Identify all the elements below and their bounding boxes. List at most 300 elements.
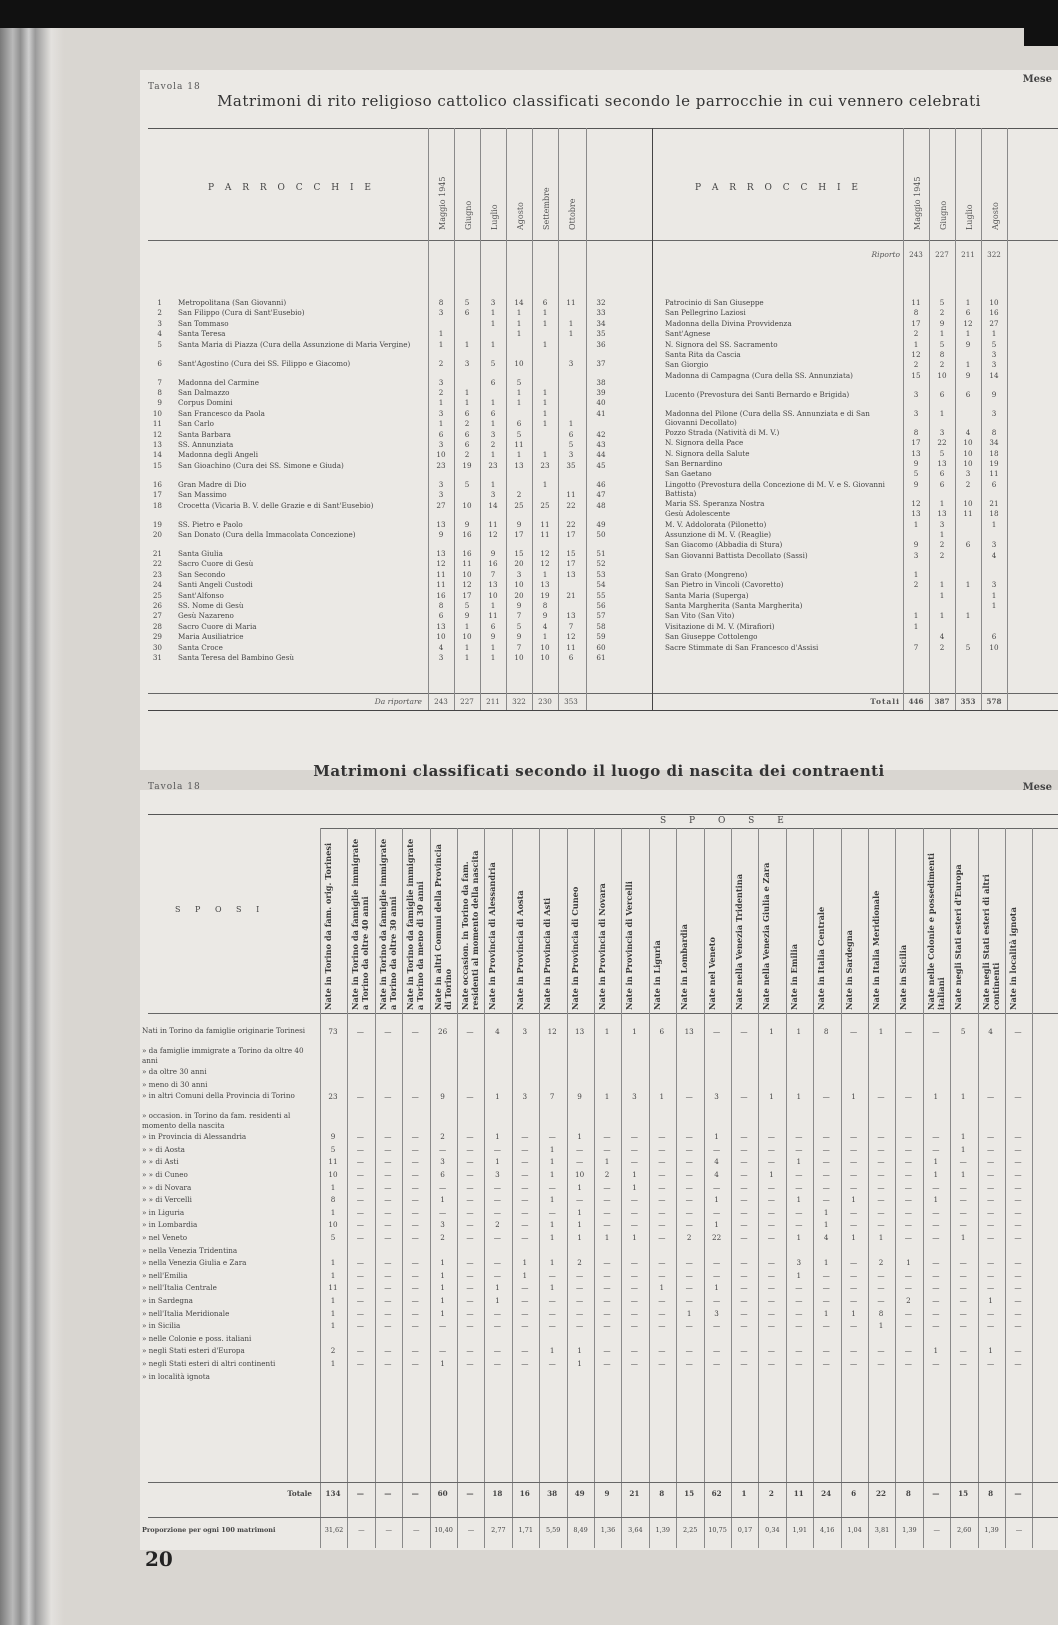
parrocchia-row — [140, 428, 1058, 438]
month-value: 3 — [516, 569, 522, 579]
row-label: » meno di 30 anni — [142, 1079, 208, 1089]
cell-value: 1 — [851, 1233, 856, 1242]
month-value: 5 — [991, 339, 997, 349]
month-value: 1 — [965, 611, 971, 621]
mese-label: Mese — [1022, 74, 1052, 85]
cell-value: — — [932, 1182, 940, 1192]
parrocchia-name: Santi Angeli Custodi — [178, 580, 253, 590]
parrocchia-row — [140, 653, 652, 663]
cell-value: 1 — [714, 1132, 719, 1142]
month-value: 9 — [490, 549, 496, 558]
cell-value: — — [384, 1346, 392, 1356]
cell-value: — — [603, 1132, 611, 1142]
parrocchia-name: San Vito (San Vito) — [665, 611, 735, 621]
cell-value: 1 — [988, 1296, 993, 1305]
cell-value: — — [603, 1346, 611, 1356]
cell-value: — — [767, 1157, 775, 1167]
parrocchia-name: Metropolitana (San Giovanni) — [178, 298, 287, 307]
month-value: 3 — [913, 550, 919, 560]
month-value: 1 — [913, 569, 919, 579]
cell-value: 1 — [960, 1170, 966, 1179]
cell-value: — — [740, 1308, 748, 1318]
month-value: 1 — [542, 419, 548, 429]
cell-value: 2 — [686, 1233, 692, 1242]
month-value: 1 — [464, 339, 470, 349]
cell-value: 1 — [330, 1258, 336, 1268]
row-number-right: 36 — [596, 339, 606, 349]
cell-value: 11 — [328, 1157, 338, 1167]
cell-value: 1 — [851, 1195, 856, 1205]
cell-value: — — [358, 1526, 365, 1534]
cell-value: — — [713, 1144, 721, 1154]
month-value: 3 — [490, 490, 496, 500]
cell-value: — — [384, 1144, 392, 1154]
cell-value: 1 — [522, 1258, 528, 1268]
cell-value: — — [959, 1207, 967, 1217]
cell-value: — — [685, 1207, 693, 1217]
cell-value: — — [740, 1296, 748, 1305]
cell-value: — — [1014, 1296, 1022, 1305]
month-value: 11 — [540, 530, 550, 539]
month-value: 1 — [542, 479, 548, 489]
cell-value: — — [385, 1526, 393, 1534]
month-value: 9 — [490, 632, 496, 642]
cell-value: — — [384, 1283, 392, 1293]
cell-value: — — [521, 1220, 529, 1230]
cell-value: 2 — [604, 1170, 610, 1179]
cell-value: — — [877, 1270, 885, 1280]
parrocchia-row — [140, 530, 1058, 540]
cell-value: — — [576, 1321, 584, 1331]
cell-value: — — [850, 1258, 858, 1268]
month-value: 22 — [937, 438, 947, 448]
month-value: 1 — [490, 419, 496, 429]
row-number: 23 — [152, 569, 162, 579]
cell-value: — — [630, 1157, 638, 1167]
cell-value: 0,17 — [737, 1526, 753, 1534]
cell-value: 1 — [960, 1144, 966, 1154]
month-value: 5 — [490, 358, 496, 368]
sposi-row — [140, 1182, 1058, 1193]
month-value: 1 — [516, 398, 522, 408]
month-value: 13 — [514, 460, 524, 470]
cell-value: — — [850, 1170, 858, 1179]
column-header: Nate occasion. in Torino da fam. residenti al momento della nascita — [460, 850, 480, 1010]
parrocchia-name: Madonna del Carmine — [178, 377, 260, 387]
month-value: 12 — [540, 559, 550, 569]
sposi-row — [140, 1245, 1058, 1256]
cell-value: — — [685, 1182, 693, 1192]
column-header: Nate in Torino da famiglie immigrate a Torino da oltre 40 anni — [350, 838, 371, 1010]
cell-value: — — [1014, 1346, 1022, 1356]
row-number-right: 56 — [596, 601, 606, 610]
cell-value: — — [411, 1489, 419, 1498]
row-label: » nell'Italia Meridionale — [142, 1308, 230, 1318]
cell-value: — — [850, 1132, 858, 1142]
cell-value: — — [877, 1220, 885, 1230]
cell-value: — — [603, 1182, 611, 1192]
month-value: 3 — [991, 408, 997, 418]
month-value: 1 — [438, 398, 444, 408]
cell-value: — — [1014, 1321, 1022, 1331]
parrocchia-name: Santa Maria (Superga) — [665, 590, 749, 600]
cell-value: — — [740, 1157, 748, 1167]
cell-value: — — [932, 1132, 940, 1142]
month-value: 1 — [965, 329, 971, 339]
cell-value: 8 — [823, 1027, 829, 1036]
month-value: 8 — [991, 427, 997, 437]
month-value: 1 — [516, 329, 522, 339]
cell-value: — — [521, 1207, 529, 1217]
month-value: 12 — [911, 350, 921, 359]
cell-value: — — [356, 1182, 364, 1192]
parrocchia-row — [140, 459, 1058, 469]
cell-value: 1 — [330, 1270, 336, 1280]
row-number: 12 — [152, 429, 162, 439]
cell-value: 1 — [933, 1170, 939, 1179]
column-header: Nate in Emilia — [788, 943, 799, 1010]
month-value: 1 — [464, 398, 470, 408]
cell-value: — — [987, 1132, 995, 1142]
cell-value: 1 — [604, 1233, 610, 1242]
cell-value: — — [850, 1220, 858, 1230]
cell-value: — — [466, 1182, 474, 1192]
month-value: 1 — [516, 450, 522, 460]
month-value: 9 — [438, 530, 444, 539]
month-value: 12 — [462, 580, 472, 590]
month-value: 10 — [488, 590, 498, 600]
month-header-right: Maggio 1945 — [913, 176, 922, 230]
month-value: 4 — [438, 642, 444, 652]
cell-value: — — [411, 1207, 419, 1217]
month-value: 2 — [490, 440, 496, 449]
cell-value: — — [411, 1195, 419, 1205]
cell-value: — — [877, 1346, 885, 1356]
cell-value: — — [959, 1270, 967, 1280]
cell-value: — — [576, 1308, 584, 1318]
cell-value: 2 — [440, 1132, 445, 1142]
parrocchia-name: Madonna del Pilone (Cura della SS. Annunziata e di San Giovanni Decollato) — [665, 408, 870, 427]
cell-value: — — [850, 1207, 858, 1217]
parrocchia-name: San Dalmazzo — [178, 388, 230, 397]
month-value: 1 — [939, 611, 945, 621]
month-value: 1 — [542, 308, 548, 318]
parrocchia-row — [140, 580, 1058, 590]
cell-value: — — [466, 1027, 474, 1036]
parrocchia-row — [140, 298, 1058, 308]
da-riportare-value: 243 — [434, 697, 448, 706]
month-value: 3 — [991, 350, 997, 359]
cell-value: — — [521, 1283, 529, 1293]
row-number-right: 48 — [596, 500, 606, 510]
month-value: 14 — [989, 370, 999, 380]
cell-value: — — [904, 1157, 912, 1167]
cell-value: — — [630, 1359, 638, 1368]
month-value: 4 — [991, 550, 997, 560]
parrocchia-name: N. Signora del SS. Sacramento — [665, 339, 778, 349]
month-value: 2 — [939, 540, 945, 550]
month-value: 6 — [991, 632, 997, 642]
month-value: 13 — [566, 611, 576, 621]
month-value: 5 — [913, 469, 919, 479]
month-value: 3 — [438, 653, 444, 662]
sposi-row — [140, 1144, 1058, 1155]
sposi-row — [140, 1156, 1058, 1167]
cell-value: 5 — [330, 1233, 336, 1242]
cell-value: — — [933, 1526, 941, 1534]
parrocchia-name: Santa Margherita (Santa Margherita) — [665, 601, 803, 610]
scan-top-bar — [0, 0, 1058, 28]
month-value: 16 — [436, 590, 446, 600]
month-value: 1 — [939, 580, 945, 590]
month-value: 3 — [965, 469, 971, 479]
month-value: 1 — [438, 339, 444, 349]
cell-value: — — [658, 1144, 666, 1154]
month-value: 10 — [540, 653, 550, 662]
month-value: 3 — [438, 440, 444, 449]
parrocchia-row — [140, 643, 1058, 653]
cell-value: — — [548, 1296, 556, 1305]
cell-value: — — [356, 1220, 364, 1230]
column-header: Nate in Italia Meridionale — [871, 890, 881, 1010]
cell-value: — — [850, 1283, 858, 1293]
cell-value: — — [904, 1182, 912, 1192]
month-header-left: Maggio 1945 — [438, 176, 447, 230]
month-value: 15 — [911, 370, 921, 380]
month-value: 22 — [566, 500, 576, 510]
cell-value: — — [658, 1270, 666, 1280]
month-value: 17 — [911, 438, 921, 448]
cell-value: 1 — [495, 1092, 500, 1102]
cell-value: — — [384, 1308, 392, 1318]
cell-value: — — [740, 1270, 748, 1280]
cell-value: — — [822, 1270, 830, 1280]
cell-value: — — [466, 1144, 474, 1154]
cell-value: 1 — [632, 1170, 637, 1179]
row-number-right: 53 — [596, 569, 606, 579]
cell-value: — — [904, 1195, 912, 1205]
month-value: 8 — [438, 298, 444, 307]
cell-value: 3 — [714, 1092, 719, 1102]
cell-value: — — [521, 1346, 529, 1356]
cell-value: — — [411, 1132, 419, 1142]
cell-value: — — [439, 1144, 447, 1154]
month-header-right: Giugno — [939, 200, 948, 230]
cell-value: — — [384, 1182, 392, 1192]
month-value: 17 — [514, 530, 524, 539]
month-value: 3 — [913, 389, 919, 399]
month-value: 10 — [540, 642, 550, 652]
cell-value: — — [521, 1296, 529, 1305]
month-value: 13 — [911, 448, 921, 458]
month-value: 5 — [464, 479, 470, 489]
month-value: 6 — [542, 298, 548, 307]
month-header-left: Ottobre — [568, 198, 577, 230]
cell-value: — — [521, 1233, 529, 1242]
month-value: 6 — [464, 429, 470, 439]
row-label: Nati in Torino da famiglie originarie Torinesi — [142, 1026, 306, 1035]
row-number: 19 — [152, 519, 162, 529]
cell-value: 11 — [328, 1283, 338, 1293]
cell-value: — — [904, 1144, 912, 1154]
cell-value: — — [877, 1144, 885, 1154]
month-value: 16 — [462, 530, 472, 539]
cell-value: 1 — [960, 1132, 966, 1142]
cell-value: — — [877, 1207, 885, 1217]
cell-value: 1 — [522, 1270, 528, 1280]
month-value: 1 — [542, 318, 548, 328]
parrocchia-row — [140, 449, 1058, 459]
month-value: 1 — [913, 621, 919, 631]
cell-value: — — [411, 1270, 419, 1280]
sposi-row — [140, 1270, 1058, 1281]
cell-value: 1 — [549, 1220, 555, 1230]
cell-value: — — [767, 1233, 775, 1242]
row-number: 27 — [152, 611, 162, 621]
row-number: 25 — [152, 590, 162, 600]
parrocchia-row — [140, 570, 1058, 580]
sposi-row — [140, 1026, 1058, 1037]
parrocchia-name: Gesù Adolescente — [665, 509, 731, 519]
month-value: 3 — [438, 479, 444, 489]
cell-value: — — [904, 1270, 912, 1280]
month-value: 9 — [464, 611, 470, 621]
cell-value: — — [685, 1170, 693, 1179]
left-parrocchie-header: P A R R O C C H I E — [208, 183, 375, 193]
cell-value: — — [904, 1308, 912, 1318]
parrocchia-name: San Gaetano — [665, 469, 712, 479]
cell-value: — — [1014, 1157, 1022, 1167]
row-label: » occasion. in Torino da fam. residenti al momento della nascita — [142, 1111, 291, 1131]
month-value: 3 — [490, 298, 496, 307]
cell-value: — — [493, 1144, 501, 1154]
cell-value: 1 — [659, 1283, 665, 1293]
month-value: 1 — [913, 339, 919, 349]
cell-value: 10 — [328, 1220, 338, 1230]
cell-value: — — [658, 1182, 666, 1192]
month-value: 1 — [542, 632, 548, 642]
cell-value: 8 — [905, 1489, 911, 1498]
month-value: 17 — [462, 590, 472, 600]
cell-value: — — [466, 1296, 474, 1305]
sposi-row — [140, 1232, 1058, 1243]
month-value: 2 — [913, 580, 919, 590]
month-value: 2 — [939, 360, 945, 370]
cell-value: 3 — [632, 1092, 637, 1102]
cell-value: — — [411, 1346, 419, 1356]
cell-value: — — [576, 1157, 584, 1167]
month-value: 8 — [939, 350, 945, 359]
cell-value: — — [576, 1296, 584, 1305]
cell-value: — — [466, 1092, 474, 1102]
month-value: 34 — [989, 438, 999, 448]
cell-value: — — [685, 1346, 693, 1356]
cell-value: — — [439, 1346, 447, 1356]
cell-value: 10 — [328, 1170, 338, 1179]
cell-value: — — [904, 1027, 912, 1036]
cell-value: — — [932, 1258, 940, 1268]
cell-value: — — [521, 1182, 529, 1192]
cell-value: — — [904, 1207, 912, 1217]
row-label: » nell'Emilia — [142, 1270, 188, 1280]
month-value: 5 — [464, 601, 470, 610]
month-value: 10 — [462, 632, 472, 642]
column-header: Nate in Liguria — [651, 940, 662, 1010]
cell-value: 1 — [549, 1283, 555, 1293]
cell-value: — — [384, 1157, 392, 1167]
row-label: » in Sicilia — [142, 1321, 181, 1331]
column-header: Nate nella Venezia Giulia e Zara — [761, 862, 772, 1010]
cell-value: 1 — [823, 1308, 829, 1318]
cell-value: 8 — [988, 1489, 994, 1498]
row-label: » » di Vercelli — [142, 1195, 192, 1205]
cell-value: — — [1014, 1220, 1022, 1230]
row-number-right: 35 — [596, 329, 606, 339]
proporzione-row — [140, 1525, 1058, 1536]
cell-value: — — [384, 1220, 392, 1230]
cell-value: — — [822, 1170, 830, 1179]
totale-value: 446 — [908, 697, 924, 706]
row-number: 21 — [152, 549, 162, 558]
column-header: Nate in Provincia di Novara — [597, 883, 607, 1010]
cell-value: — — [1014, 1308, 1022, 1318]
month-value: 3 — [438, 377, 444, 387]
parrocchia-name: N. Signora della Salute — [665, 448, 750, 458]
cell-value: — — [767, 1270, 775, 1280]
month-value: 1 — [939, 498, 945, 508]
cell-value: — — [658, 1308, 666, 1318]
cell-value: — — [740, 1195, 748, 1205]
cell-value: 1 — [549, 1346, 555, 1356]
month-value: 12 — [566, 632, 576, 642]
mese-label: Mese — [1022, 782, 1052, 793]
month-value: 9 — [542, 611, 548, 621]
cell-value: — — [767, 1359, 775, 1368]
column-header: Nate negli Stati esteri d'Europa — [953, 864, 964, 1010]
tavola-luogo-nascita — [140, 762, 1058, 1550]
month-value: 12 — [488, 530, 498, 539]
totale-value: 387 — [934, 697, 950, 706]
cell-value: 1,91 — [792, 1526, 808, 1534]
cell-value: 1 — [632, 1027, 637, 1036]
cell-value: 26 — [438, 1027, 448, 1036]
row-number: 9 — [157, 398, 162, 408]
cell-value: — — [630, 1270, 638, 1280]
month-value: 19 — [462, 460, 472, 470]
cell-value: — — [740, 1144, 748, 1154]
cell-value: — — [740, 1258, 748, 1268]
parrocchia-name: Crocetta (Vicaria B. V. delle Grazie e di Sant'Eusebio) — [178, 500, 374, 510]
row-label: » in Liguria — [142, 1207, 185, 1217]
month-value: 12 — [436, 559, 446, 569]
cell-value: — — [959, 1283, 967, 1293]
cell-value: 22 — [875, 1489, 886, 1498]
cell-value: — — [987, 1207, 995, 1217]
cell-value: — — [767, 1296, 775, 1305]
cell-value: — — [356, 1296, 364, 1305]
month-value: 13 — [937, 459, 947, 468]
month-value: 5 — [516, 621, 522, 631]
parrocchia-name: San Pietro in Vincoli (Cavoretto) — [665, 580, 784, 590]
month-value: 5 — [939, 298, 945, 307]
row-label: » negli Stati esteri d'Europa — [142, 1346, 245, 1356]
cell-value: 1,39 — [655, 1526, 671, 1534]
cell-value: 0,34 — [765, 1526, 780, 1534]
cell-value: 1 — [549, 1144, 555, 1154]
row-number: 22 — [152, 559, 162, 569]
parrocchia-name: San Filippo (Cura di Sant'Eusebio) — [178, 308, 305, 318]
cell-value: 1 — [330, 1207, 336, 1217]
